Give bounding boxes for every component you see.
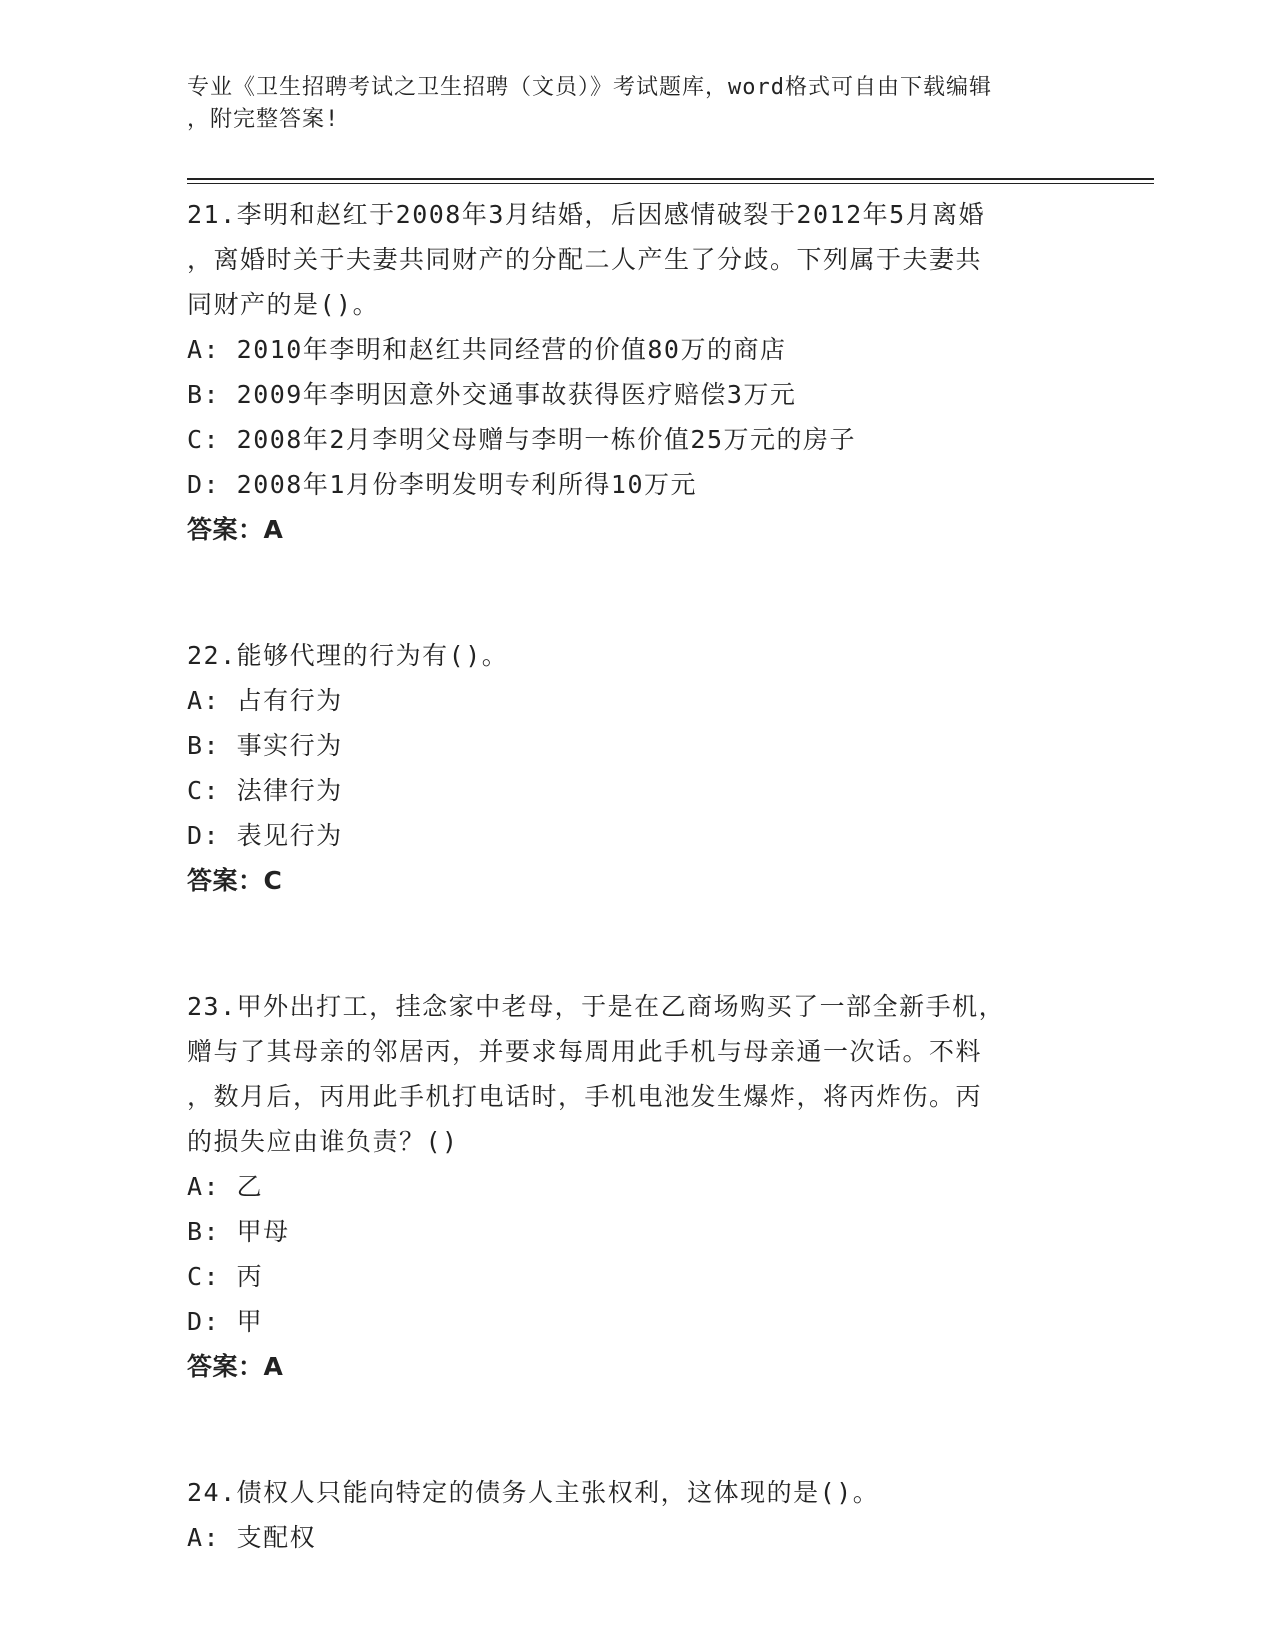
question-stem-line: 赠与了其母亲的邻居丙，并要求每周用此手机与母亲通一次话。不料 [187, 1037, 983, 1066]
document-header [187, 72, 1067, 136]
option-c: C: 2008年2月李明父母赠与李明一栋价值25万元的房子 [187, 425, 857, 454]
header-rule-thin [187, 183, 1154, 184]
option-b: B: 2009年李明因意外交通事故获得医疗赔偿3万元 [187, 380, 797, 409]
option-d: D: 表见行为 [187, 821, 343, 850]
question-list [187, 192, 1087, 1560]
question-stem-line: 21.李明和赵红于2008年3月结婚，后因感情破裂于2012年5月离婚 [187, 200, 986, 229]
question-22 [187, 633, 1087, 903]
option-a: A: 支配权 [187, 1523, 317, 1552]
option-d: D: 甲 [187, 1307, 264, 1336]
option-b: B: 事实行为 [187, 731, 343, 760]
option-b: B: 甲母 [187, 1217, 290, 1246]
option-d: D: 2008年1月份李明发明专利所得10万元 [187, 470, 698, 499]
question-24 [187, 1470, 1087, 1560]
question-23 [187, 984, 1087, 1389]
option-c: C: 丙 [187, 1262, 264, 1291]
question-stem-line: 同财产的是()。 [187, 290, 380, 319]
question-spacer [187, 903, 1087, 984]
option-a: A: 占有行为 [187, 686, 343, 715]
question-stem-line: 22.能够代理的行为有()。 [187, 641, 509, 670]
question-stem-line: ，离婚时关于夫妻共同财产的分配二人产生了分歧。下列属于夫妻共 [187, 245, 983, 274]
option-a: A: 2010年李明和赵红共同经营的价值80万的商店 [187, 335, 787, 364]
question-spacer [187, 1389, 1087, 1470]
option-c: C: 法律行为 [187, 776, 343, 805]
question-stem-line: 的损失应由谁负责？() [187, 1127, 459, 1156]
answer-label: 答案：A [187, 1352, 284, 1381]
question-spacer [187, 552, 1087, 633]
question-stem-line: 23.甲外出打工，挂念家中老母，于是在乙商场购买了一部全新手机， [187, 992, 1006, 1021]
header-rule-thick [187, 178, 1154, 180]
question-21 [187, 192, 1087, 552]
header-line-1: 专业《卫生招聘考试之卫生招聘（文员）》考试题库，word格式可自由下载编辑 [187, 75, 992, 100]
header-line-2: ，附完整答案! [187, 107, 340, 132]
answer-label: 答案：A [187, 515, 284, 544]
question-stem-line: ，数月后，丙用此手机打电话时，手机电池发生爆炸，将丙炸伤。丙 [187, 1082, 983, 1111]
option-a: A: 乙 [187, 1172, 264, 1201]
question-stem-line: 24.债权人只能向特定的债务人主张权利，这体现的是()。 [187, 1478, 880, 1507]
answer-label: 答案：C [187, 866, 283, 895]
